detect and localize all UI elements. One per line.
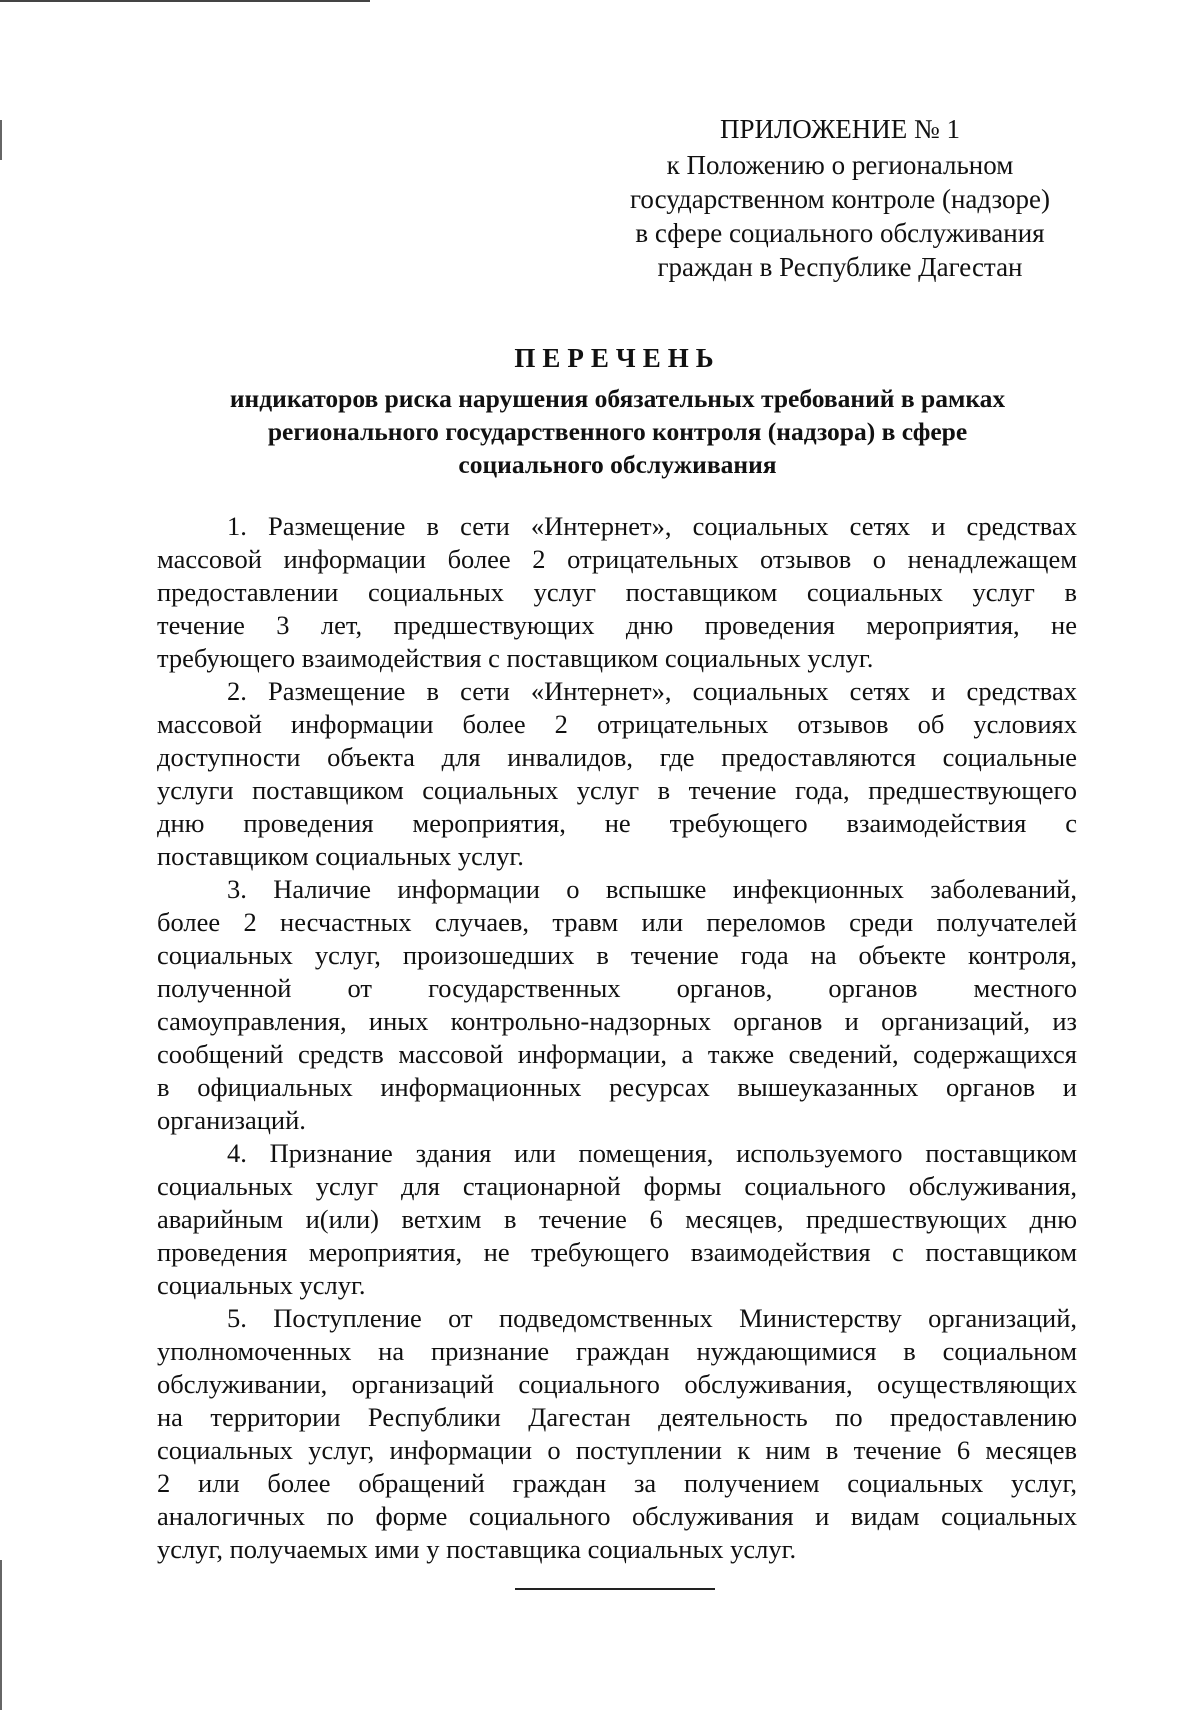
paragraph-line: 5. Поступление от подведомственных Министерству организаций, — [227, 1303, 1077, 1333]
document-subtitle — [150, 382, 1085, 481]
subtitle-line: социального обслуживания — [458, 450, 777, 479]
paragraph-line: уполномоченных на признание граждан нуждающимися в социальном — [157, 1336, 1077, 1366]
paragraph-line: обслуживании, организаций социального обслуживания, осуществляющих — [157, 1369, 1077, 1399]
paragraph-line: услуги поставщиком социальных услуг в течение года, предшествующего — [157, 775, 1077, 805]
paragraph-line: аварийным и(или) ветхим в течение 6 месяцев, предшествующих дню — [157, 1204, 1077, 1234]
list-item-2 — [157, 675, 1077, 873]
scan-edge-top — [0, 0, 370, 2]
list-item-5 — [157, 1302, 1077, 1566]
title-block — [150, 340, 1085, 481]
paragraph-line: социальных услуг, информации о поступлении к ним в течение 6 месяцев — [157, 1435, 1077, 1465]
document-title: ПЕРЕЧЕНЬ — [514, 343, 721, 373]
paragraph-line: полученной от государственных органов, органов местного — [157, 973, 1077, 1003]
appendix-line: государственном контроле (надзоре) — [630, 184, 1050, 214]
paragraph-line: 3. Наличие информации о вспышке инфекционных заболеваний, — [227, 874, 1077, 904]
paragraph-line: услуг, получаемых ими у поставщика социальных услуг. — [157, 1534, 797, 1564]
closing-rule — [515, 1588, 715, 1590]
paragraph-line: социальных услуг для стационарной формы социального обслуживания, — [157, 1171, 1077, 1201]
paragraph-line: на территории Республики Дагестан деятельность по предоставлению — [157, 1402, 1077, 1432]
paragraph-line: сообщений средств массовой информации, а также сведений, содержащихся — [157, 1039, 1077, 1069]
paragraph-line: 4. Признание здания или помещения, используемого поставщиком — [227, 1138, 1077, 1168]
paragraph-line: проведения мероприятия, не требующего взаимодействия с поставщиком — [157, 1237, 1077, 1267]
paragraph-line: предоставлении социальных услуг поставщиком социальных услуг в — [157, 577, 1077, 607]
paragraph-line: 1. Размещение в сети «Интернет», социальных сетях и средствах — [227, 511, 1077, 541]
paragraph-line: более 2 несчастных случаев, травм или переломов среди получателей — [157, 907, 1077, 937]
list-item-4 — [157, 1137, 1077, 1302]
paragraph-line: требующего взаимодействия с поставщиком социальных услуг. — [157, 643, 874, 673]
subtitle-line: индикаторов риска нарушения обязательных требований в рамках — [229, 384, 1006, 413]
appendix-line: граждан в Республике Дагестан — [657, 252, 1023, 282]
paragraph-line: доступности объекта для инвалидов, где предоставляются социальные — [157, 742, 1077, 772]
paragraph-line: поставщиком социальных услуг. — [157, 841, 524, 871]
scan-edge-left-lower — [0, 1560, 2, 1710]
appendix-block — [600, 112, 1080, 284]
subtitle-line: регионального государственного контроля (надзора) в сфере — [267, 417, 968, 446]
appendix-line: в сфере социального обслуживания — [635, 218, 1045, 248]
paragraph-line: самоуправления, иных контрольно-надзорных органов и организаций, из — [157, 1006, 1077, 1036]
paragraph-line: социальных услуг. — [157, 1270, 366, 1300]
appendix-line: к Положению о региональном — [666, 150, 1014, 180]
paragraph-line: 2 или более обращений граждан за получением социальных услуг, — [157, 1468, 1077, 1498]
paragraph-line: массовой информации более 2 отрицательных отзывов об условиях — [157, 709, 1077, 739]
scan-edge-left — [0, 120, 2, 160]
paragraph-line: в официальных информационных ресурсах вышеуказанных органов и — [157, 1072, 1077, 1102]
paragraph-line: организаций. — [157, 1105, 306, 1135]
paragraph-line: аналогичных по форме социального обслуживания и видам социальных — [157, 1501, 1077, 1531]
paragraph-line: массовой информации более 2 отрицательных отзывов о ненадлежащем — [157, 544, 1077, 574]
paragraph-line: социальных услуг, произошедших в течение года на объекте контроля, — [157, 940, 1077, 970]
list-item-3 — [157, 873, 1077, 1137]
paragraph-line: дню проведения мероприятия, не требующего взаимодействия с — [157, 808, 1077, 838]
appendix-heading: ПРИЛОЖЕНИЕ № 1 — [719, 114, 961, 144]
paragraph-line: 2. Размещение в сети «Интернет», социальных сетях и средствах — [227, 676, 1077, 706]
document-body — [157, 510, 1077, 1566]
paragraph-line: течение 3 лет, предшествующих дню проведения мероприятия, не — [157, 610, 1077, 640]
list-item-1 — [157, 510, 1077, 675]
